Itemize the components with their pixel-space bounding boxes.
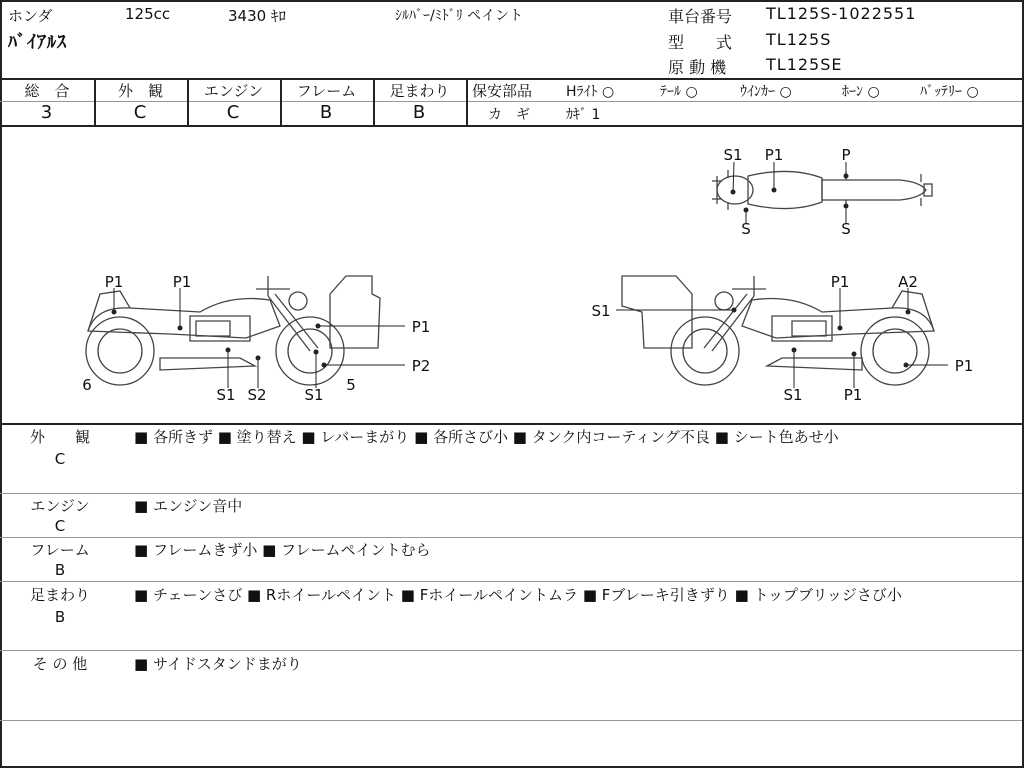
divider-cond-1 — [0, 493, 1022, 494]
mark-top-p: P — [841, 146, 851, 164]
condition-other-label: そ の 他 — [32, 655, 88, 673]
mark-left-p1-front: P1 — [411, 318, 431, 336]
grade-sep-5 — [466, 78, 468, 125]
safety-headlight: Hﾗｲﾄ ○ — [566, 84, 615, 100]
key-value: ｶｷﾞ 1 — [566, 107, 601, 123]
condition-engine-label: エンジン — [30, 497, 90, 515]
grade-chassis-value: B — [412, 102, 427, 123]
safety-battery: ﾊﾞｯﾃﾘｰ ○ — [920, 84, 979, 100]
grade-chassis-label: 足まわり — [389, 82, 450, 100]
mark-top-p1: P1 — [764, 146, 784, 164]
grade-exterior-value: C — [133, 102, 148, 123]
damage-diagram — [0, 126, 1022, 422]
safety-label: 保安部品 — [472, 82, 533, 100]
mark-left-s1-fork: S1 — [304, 386, 324, 404]
divider-cond-5 — [0, 720, 1022, 721]
condition-other-text: ■ サイドスタンドまがり — [134, 655, 302, 673]
engine-model-value: TL125SE — [766, 55, 843, 74]
divider-diagram-bottom — [0, 423, 1022, 425]
chassis-value: TL125S-1022551 — [766, 4, 917, 23]
bike-right-side — [622, 276, 934, 385]
type-label: 型 式 — [668, 33, 733, 52]
grade-total-value: 3 — [40, 102, 54, 123]
divider-cond-3 — [0, 581, 1022, 582]
condition-exterior-label: 外 観 — [29, 428, 90, 446]
mark-right-p1-tank: P1 — [830, 273, 850, 291]
grade-engine-value: C — [226, 102, 241, 123]
grade-frame-value: B — [319, 102, 334, 123]
mark-right-s1-engine: S1 — [783, 386, 803, 404]
condition-frame-label: フレーム — [30, 541, 90, 559]
condition-frame-grade: B — [54, 561, 66, 579]
mark-top-s-right: S — [841, 220, 851, 238]
divider-cond-2 — [0, 537, 1022, 538]
condition-engine-grade: C — [54, 517, 66, 535]
key-label: カ ギ — [488, 107, 530, 123]
mark-right-p1-exhaust: P1 — [843, 386, 863, 404]
engine-model-label: 原 動 機 — [668, 58, 727, 77]
bike-top-view — [712, 170, 932, 210]
mark-right-p1-rear: P1 — [954, 357, 974, 375]
grade-frame-label: フレーム — [296, 82, 357, 100]
color: ｼﾙﾊﾞｰ/ﾐﾄﾞﾘ ペイント — [395, 8, 524, 24]
condition-chassis-grade: B — [54, 608, 66, 626]
grade-total-label: 総 合 — [24, 82, 70, 100]
condition-exterior-text: ■ 各所きず ■ 塗り替え ■ レバーまがり ■ 各所さび小 ■ タンク内コーティング不良 ■ シート色あせ小 — [134, 428, 839, 446]
safety-horn: ﾎｰﾝ ○ — [842, 84, 880, 100]
condition-frame-text: ■ フレームきず小 ■ フレームペイントむら — [134, 541, 431, 559]
divider-cond-4 — [0, 650, 1022, 651]
mark-top-s1: S1 — [723, 146, 743, 164]
model-name: ﾊﾞｲｱﾙｽ — [8, 32, 67, 53]
condition-chassis-text: ■ チェーンさび ■ Rホイールペイント ■ Fホイールペイントムラ ■ Fブレーキ引きずり ■ トップブリッジさび小 — [134, 586, 902, 604]
mark-left-p2: P2 — [411, 357, 431, 375]
mark-left-s1-engine: S1 — [216, 386, 236, 404]
mark-right-s1-rack: S1 — [591, 302, 611, 320]
mark-left-p1-seat: P1 — [104, 273, 124, 291]
displacement: 125cc — [125, 5, 171, 23]
condition-chassis-label: 足まわり — [29, 586, 90, 604]
condition-exterior-grade: C — [54, 450, 66, 468]
safety-taillight: ﾃｰﾙ ○ — [660, 84, 698, 100]
bike-left-side — [86, 276, 380, 385]
mileage: 3430 ｷﾛ — [228, 7, 286, 25]
mark-left-6: 6 — [82, 376, 92, 394]
mark-left-s2: S2 — [247, 386, 267, 404]
chassis-label: 車台番号 — [668, 7, 733, 26]
mark-left-5: 5 — [346, 376, 356, 394]
type-value: TL125S — [766, 30, 832, 49]
condition-engine-text: ■ エンジン音中 — [134, 497, 243, 515]
grade-exterior-label: 外 観 — [117, 82, 163, 100]
mark-top-s-left: S — [741, 220, 751, 238]
maker: ホンダ — [8, 7, 53, 25]
mark-left-p1-tank: P1 — [172, 273, 192, 291]
mark-right-a2: A2 — [898, 273, 918, 291]
safety-winker: ｳｲﾝｶｰ ○ — [740, 84, 792, 100]
grade-engine-label: エンジン — [203, 82, 264, 100]
